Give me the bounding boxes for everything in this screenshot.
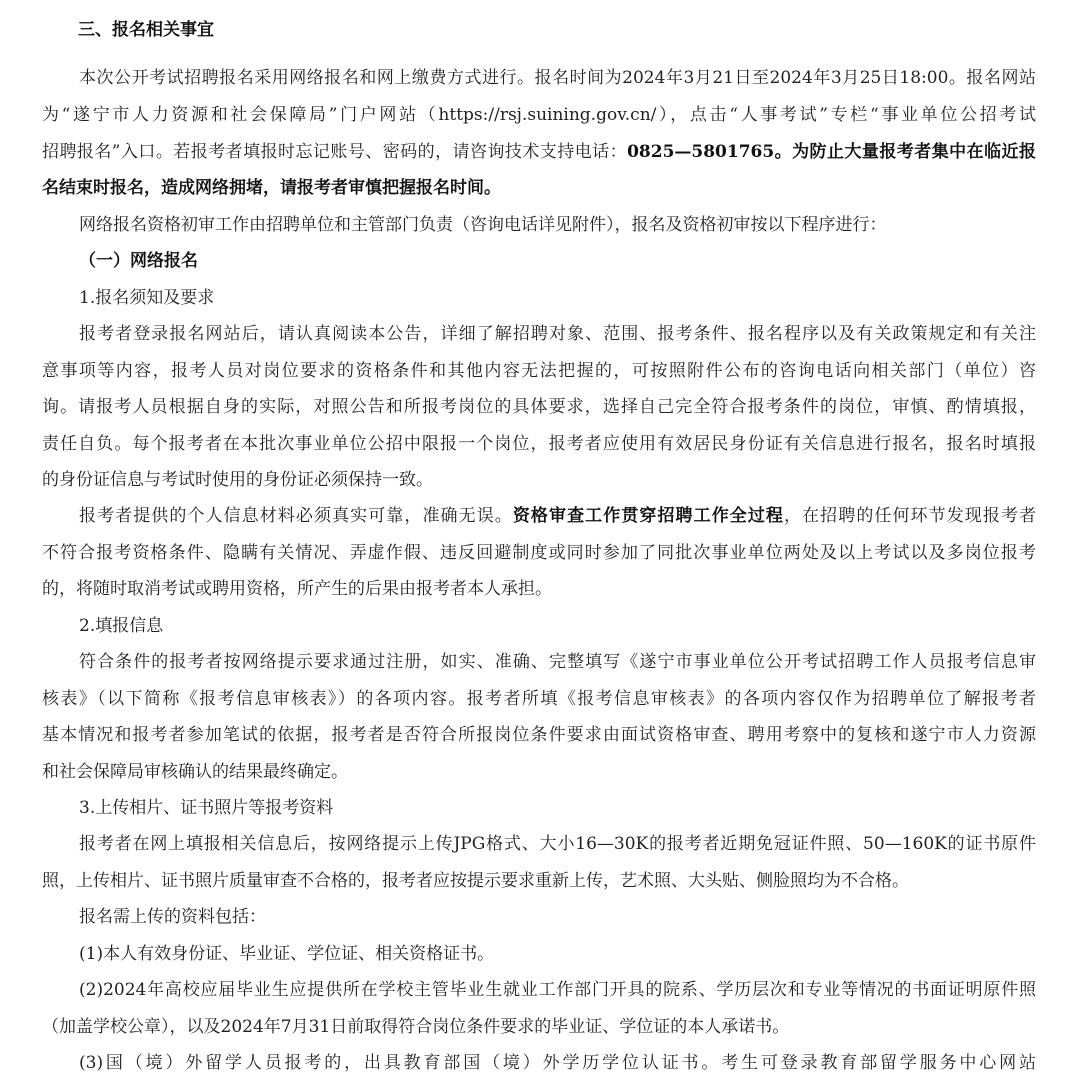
item-title-fill-info: 2.填报信息: [79, 616, 164, 636]
paragraph-notice-l5: 的身份证信息与考试时使用的身份证必须保持一致。: [42, 470, 433, 490]
item-title-upload: 3.上传相片、证书照片等报考资料: [79, 798, 334, 818]
paragraph-fill-l4: 和社会保障局审核确认的结果最终确定。: [42, 762, 348, 782]
paragraph-upload-l2: 照，上传相片、证书照片质量审查不合格的，报考者应按提示要求重新上传，艺术照、大头贴、侧脸照均为不合格。: [42, 871, 909, 891]
paragraph-notice-l3: 询。请报考人员根据自身的实际，对照公告和所报考岗位的具体要求，选择自己完全符合报考条件的岗位，审慎、酌情填报，: [42, 397, 1036, 417]
paragraph-fill-l3: 基本情况和报考者参加笔试的依据，报考者是否符合所报岗位条件要求由面试资格审查、聘用考察中的复核和遂宁市人力资源: [42, 725, 1036, 745]
paragraph-fill-l2: 核表》（以下简称《报考信息审核表》）的各项内容。报考者所填《报考信息审核表》的各项内容仅作为招聘单位了解报考者: [42, 689, 1036, 709]
paragraph-info-l2: 不符合报考资格条件、隐瞒有关情况、弄虚作假、违反回避制度或同时参加了同批次事业单位两处及以上考试以及多岗位报考: [42, 543, 1036, 563]
paragraph-registration-l3: [42, 137, 1036, 167]
paragraph-materials: 报名需上传的资料包括：: [79, 907, 266, 927]
paragraph-notice-l2: 意事项等内容，报考人员对岗位要求的资格条件和其他内容无法把握的，可按照附件公布的咨询电话向相关部门（单位）咨: [42, 361, 1036, 381]
section-title: 三、报名相关事宜: [78, 20, 214, 40]
subsection-title-online-registration: （一）网络报名: [79, 251, 198, 271]
item-title-notice: 1.报名须知及要求: [79, 288, 215, 308]
paragraph-fill-l1: 符合条件的报考者按网络提示要求通过注册，如实、准确、完整填写《遂宁市事业单位公开考试招聘工作人员报考信息审: [79, 652, 1036, 672]
list-item-3: (3)国（境）外留学人员报考的，出具教育部国（境）外学历学位认证书。考生可登录教育部留学服务中心网站: [79, 1053, 1036, 1073]
paragraph-registration-l4: 名结束时报名，造成网络拥堵，请报考者审慎把握报名时间。: [42, 178, 501, 198]
text-normal: 报考者提供的个人信息材料必须真实可靠，准确无误。: [79, 506, 513, 526]
paragraph-notice-l4: 责任自负。每个报考者在本批次事业单位公招中限报一个岗位，报考者应使用有效居民身份证有关信息进行报名，报名时填报: [42, 434, 1036, 454]
paragraph-notice-l1: 报考者登录报名网站后，请认真阅读本公告，详细了解招聘对象、范围、报考条件、报名程序以及有关政策规定和有关注: [79, 324, 1036, 344]
paragraph-info-l3: 的，将随时取消考试或聘用资格，所产生的后果由报考者本人承担。: [42, 579, 552, 599]
paragraph-upload-l1: 报考者在网上填报相关信息后，按网络提示上传JPG格式、大小16—30K的报考者近期免冠证件照、50—160K的证书原件: [79, 834, 1036, 854]
text-support-phone: 0825—5801765。为防止大量报考者集中在临近报: [627, 142, 1036, 162]
paragraph-registration-l2: 为“遂宁市人力资源和社会保障局”门户网站（https://rsj.suining.gov.cn/），点击“人事考试”专栏“事业单位公招考试: [42, 105, 1036, 125]
paragraph-review: 网络报名资格初审工作由招聘单位和主管部门负责（咨询电话详见附件），报名及资格初审按以下程序进行：: [79, 215, 887, 235]
list-item-2-l1: (2)2024年高校应届毕业生应提供所在学校主管毕业生就业工作部门开具的院系、学历层次和专业等情况的书面证明原件照: [79, 980, 1036, 1000]
paragraph-registration-l1: 本次公开考试招聘报名采用网络报名和网上缴费方式进行。报名时间为2024年3月21日至2024年3月25日18:00。报名网站: [79, 68, 1036, 88]
text-emphasis: 资格审查工作贯穿招聘工作全过程: [512, 506, 785, 526]
text-normal: 招聘报名”入口。若报考者填报时忘记账号、密码的，请咨询技术支持电话：: [42, 142, 628, 162]
text-normal: ，在招聘的任何环节发现报考者: [784, 506, 1036, 526]
paragraph-info-l1: [42, 501, 1036, 531]
list-item-1: (1)本人有效身份证、毕业证、学位证、相关资格证书。: [79, 944, 495, 964]
list-item-2-l2: （加盖学校公章），以及2024年7月31日前取得符合岗位条件要求的毕业证、学位证的本人承诺书。: [42, 1017, 790, 1037]
